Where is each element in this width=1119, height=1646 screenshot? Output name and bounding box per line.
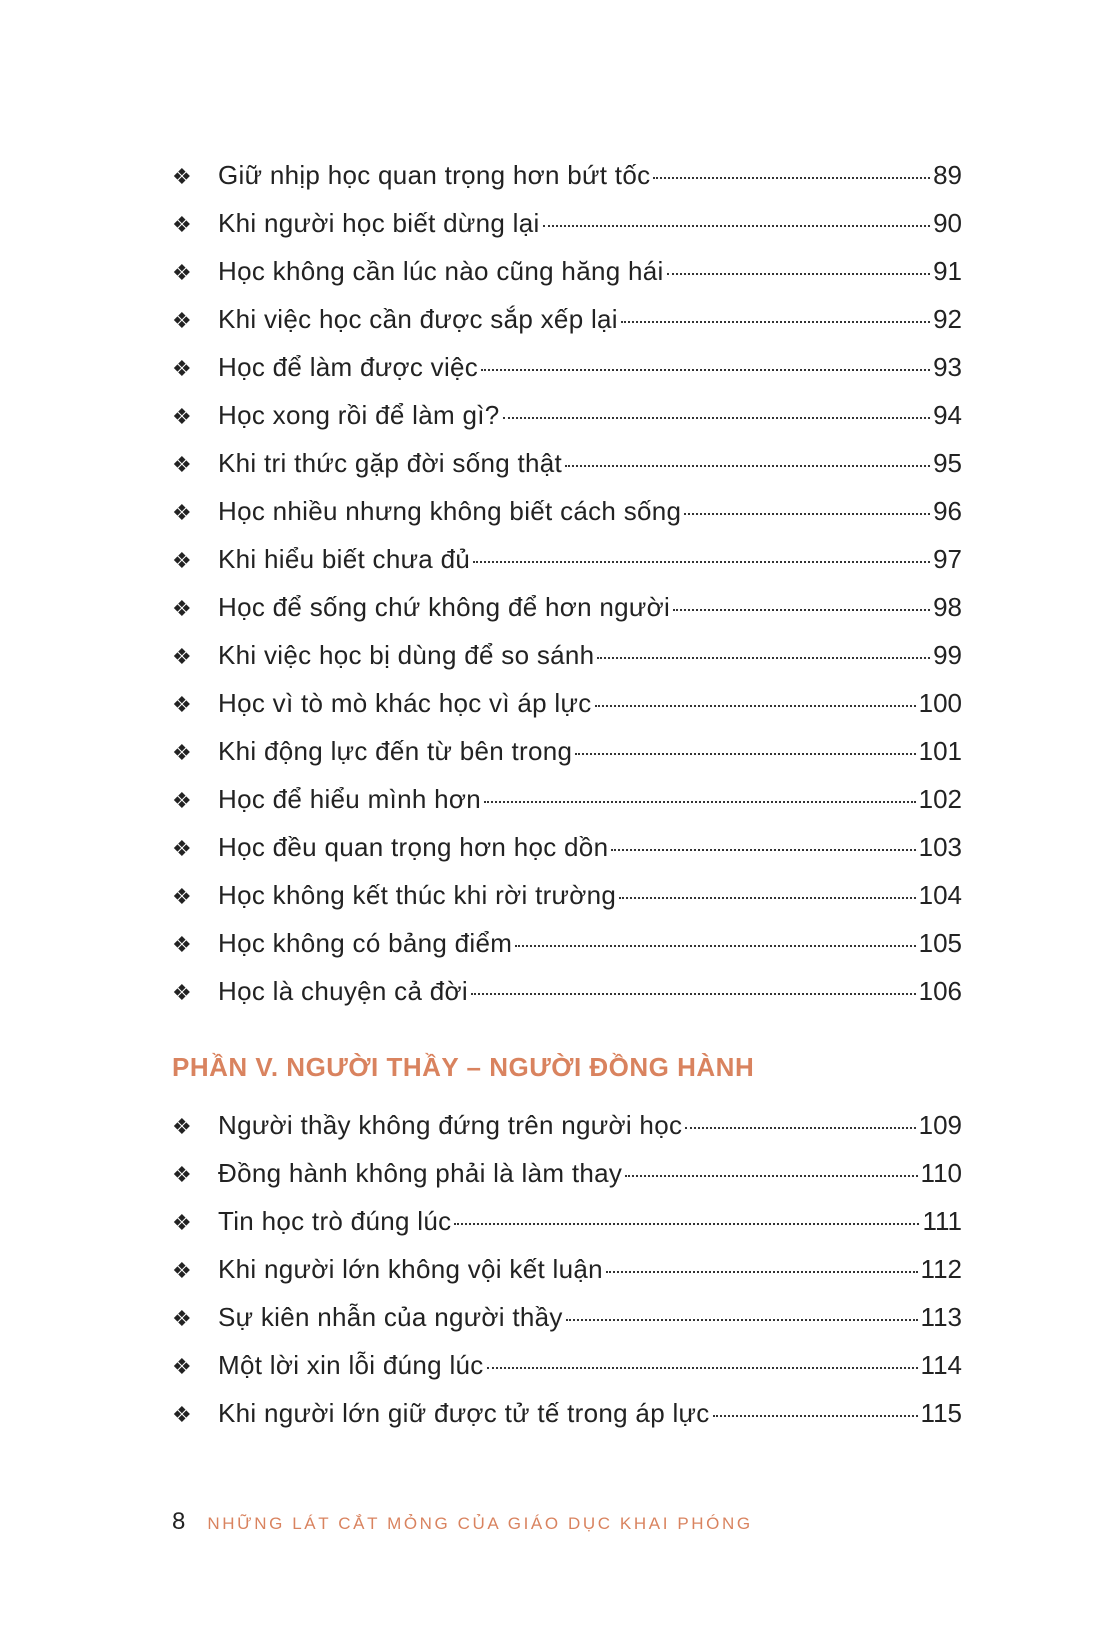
toc-entry[interactable] — [172, 544, 962, 592]
toc-list-part-b — [172, 1110, 962, 1446]
toc-entry-page-number: 92 — [933, 304, 962, 334]
dot-leader — [481, 369, 930, 371]
toc-entry-title: Khi việc học cần được sắp xếp lại — [218, 304, 618, 334]
toc-entry-page-number: 98 — [933, 592, 962, 622]
dot-leader — [667, 273, 930, 275]
toc-entry-title: Học không cần lúc nào cũng hăng hái — [218, 256, 664, 286]
toc-entry[interactable] — [172, 1350, 962, 1398]
diamond-bullet-icon: ❖ — [172, 693, 192, 718]
dot-leader — [487, 1367, 918, 1369]
toc-entry-title: Học để làm được việc — [218, 352, 479, 382]
dot-leader — [595, 705, 916, 707]
dot-leader — [473, 561, 930, 563]
diamond-bullet-icon: ❖ — [172, 1163, 192, 1188]
toc-entry[interactable] — [172, 304, 962, 352]
toc-entry-title: Sự kiên nhẫn của người thầy — [218, 1302, 563, 1332]
dot-leader — [611, 849, 915, 851]
toc-entry[interactable] — [172, 976, 962, 1024]
diamond-bullet-icon: ❖ — [172, 261, 192, 286]
toc-entry-title: Khi hiểu biết chưa đủ — [218, 544, 471, 574]
diamond-bullet-icon: ❖ — [172, 357, 192, 382]
toc-entry[interactable] — [172, 1254, 962, 1302]
toc-entry-title: Đồng hành không phải là làm thay — [218, 1158, 623, 1188]
toc-entry-page-number: 101 — [918, 736, 962, 766]
dot-leader — [566, 1319, 918, 1321]
toc-entry-page-number: 90 — [933, 208, 962, 238]
toc-entry-page-number: 96 — [933, 496, 962, 526]
diamond-bullet-icon: ❖ — [172, 309, 192, 334]
diamond-bullet-icon: ❖ — [172, 597, 192, 622]
dot-leader — [619, 897, 915, 899]
diamond-bullet-icon: ❖ — [172, 213, 192, 238]
toc-entry-title: Khi tri thức gặp đời sống thật — [218, 448, 563, 478]
toc-entry-page-number: 114 — [920, 1350, 962, 1380]
toc-list-part-a — [172, 160, 962, 1024]
dot-leader — [454, 1223, 919, 1225]
toc-entry-title: Học là chuyện cả đời — [218, 976, 468, 1006]
dot-leader — [543, 225, 930, 227]
toc-entry-title: Học để hiểu mình hơn — [218, 784, 481, 814]
toc-entry[interactable] — [172, 496, 962, 544]
section-heading: PHẦN V. NGƯỜI THẦY – NGƯỜI ĐỒNG HÀNH — [172, 1052, 755, 1082]
toc-entry[interactable] — [172, 400, 962, 448]
toc-entry-title: Khi người lớn giữ được tử tế trong áp lực — [218, 1398, 710, 1428]
dot-leader — [713, 1415, 918, 1417]
toc-entry[interactable] — [172, 880, 962, 928]
dot-leader — [653, 177, 930, 179]
toc-entry-page-number: 99 — [933, 640, 962, 670]
toc-entry-title: Tin học trò đúng lúc — [218, 1206, 452, 1236]
toc-entry[interactable] — [172, 1158, 962, 1206]
toc-entry[interactable] — [172, 928, 962, 976]
footer-book-title: NHỮNG LÁT CẮT MỎNG CỦA GIÁO DỤC KHAI PHÓNG — [207, 1514, 753, 1533]
toc-entry-page-number: 106 — [918, 976, 962, 1006]
toc-entry-title: Giữ nhịp học quan trọng hơn bứt tốc — [218, 160, 651, 190]
toc-entry[interactable] — [172, 256, 962, 304]
toc-entry[interactable] — [172, 592, 962, 640]
toc-entry[interactable] — [172, 640, 962, 688]
toc-entry-title: Người thầy không đứng trên người học — [218, 1110, 683, 1140]
toc-entry-title: Khi việc học bị dùng để so sánh — [218, 640, 595, 670]
dot-leader — [606, 1271, 918, 1273]
toc-entry[interactable] — [172, 1206, 962, 1254]
toc-entry-title: Học xong rồi để làm gì? — [218, 400, 500, 430]
toc-entry[interactable] — [172, 784, 962, 832]
toc-entry[interactable] — [172, 688, 962, 736]
toc-entry-page-number: 112 — [920, 1254, 962, 1284]
toc-entry[interactable] — [172, 448, 962, 496]
dot-leader — [471, 993, 916, 995]
toc-entry-title: Học không có bảng điểm — [218, 928, 513, 958]
dot-leader — [685, 1127, 915, 1129]
diamond-bullet-icon: ❖ — [172, 1355, 192, 1380]
toc-entry[interactable] — [172, 1398, 962, 1446]
diamond-bullet-icon: ❖ — [172, 549, 192, 574]
toc-entry-page-number: 104 — [918, 880, 962, 910]
diamond-bullet-icon: ❖ — [172, 837, 192, 862]
diamond-bullet-icon: ❖ — [172, 1115, 192, 1140]
dot-leader — [597, 657, 930, 659]
dot-leader — [575, 753, 915, 755]
toc-entry[interactable] — [172, 832, 962, 880]
toc-entry[interactable] — [172, 1110, 962, 1158]
toc-entry-title: Học không kết thúc khi rời trường — [218, 880, 617, 910]
toc-entry-title: Khi người học biết dừng lại — [218, 208, 540, 238]
toc-entry-page-number: 95 — [933, 448, 962, 478]
dot-leader — [673, 609, 930, 611]
toc-entry-page-number: 94 — [933, 400, 962, 430]
diamond-bullet-icon: ❖ — [172, 501, 192, 526]
toc-entry-page-number: 113 — [920, 1302, 962, 1332]
diamond-bullet-icon: ❖ — [172, 885, 192, 910]
diamond-bullet-icon: ❖ — [172, 933, 192, 958]
diamond-bullet-icon: ❖ — [172, 1307, 192, 1332]
toc-entry-page-number: 111 — [922, 1206, 962, 1236]
dot-leader — [515, 945, 915, 947]
diamond-bullet-icon: ❖ — [172, 165, 192, 190]
toc-entry-title: Học để sống chứ không để hơn người — [218, 592, 671, 622]
toc-entry-page-number: 115 — [920, 1398, 962, 1428]
toc-entry[interactable] — [172, 160, 962, 208]
dot-leader — [625, 1175, 917, 1177]
dot-leader — [621, 321, 930, 323]
diamond-bullet-icon: ❖ — [172, 741, 192, 766]
diamond-bullet-icon: ❖ — [172, 981, 192, 1006]
toc-entry-title: Khi động lực đến từ bên trong — [218, 736, 573, 766]
diamond-bullet-icon: ❖ — [172, 1211, 192, 1236]
toc-entry[interactable] — [172, 1302, 962, 1350]
toc-entry-title: Khi người lớn không vội kết luận — [218, 1254, 603, 1284]
toc-entry-page-number: 105 — [918, 928, 962, 958]
toc-entry[interactable] — [172, 208, 962, 256]
toc-entry-page-number: 93 — [933, 352, 962, 382]
footer-page-number: 8 — [172, 1508, 186, 1535]
diamond-bullet-icon: ❖ — [172, 1259, 192, 1284]
toc-entry-page-number: 91 — [933, 256, 962, 286]
diamond-bullet-icon: ❖ — [172, 405, 192, 430]
toc-entry-page-number: 100 — [918, 688, 962, 718]
page-footer — [172, 1508, 753, 1536]
dot-leader — [565, 465, 930, 467]
toc-entry-title: Một lời xin lỗi đúng lúc — [218, 1350, 484, 1380]
toc-entry-page-number: 103 — [918, 832, 962, 862]
toc-entry[interactable] — [172, 352, 962, 400]
toc-entry[interactable] — [172, 736, 962, 784]
dot-leader — [484, 801, 916, 803]
diamond-bullet-icon: ❖ — [172, 1403, 192, 1428]
toc-entry-page-number: 109 — [918, 1110, 962, 1140]
dot-leader — [684, 513, 930, 515]
toc-entry-page-number: 110 — [920, 1158, 962, 1188]
toc-entry-page-number: 102 — [918, 784, 962, 814]
toc-entry-title: Học vì tò mò khác học vì áp lực — [218, 688, 592, 718]
toc-entry-title: Học nhiều nhưng không biết cách sống — [218, 496, 682, 526]
diamond-bullet-icon: ❖ — [172, 645, 192, 670]
diamond-bullet-icon: ❖ — [172, 453, 192, 478]
diamond-bullet-icon: ❖ — [172, 789, 192, 814]
dot-leader — [503, 417, 931, 419]
toc-entry-title: Học đều quan trọng hơn học dồn — [218, 832, 609, 862]
toc-entry-page-number: 97 — [933, 544, 962, 574]
toc-entry-page-number: 89 — [933, 160, 962, 190]
